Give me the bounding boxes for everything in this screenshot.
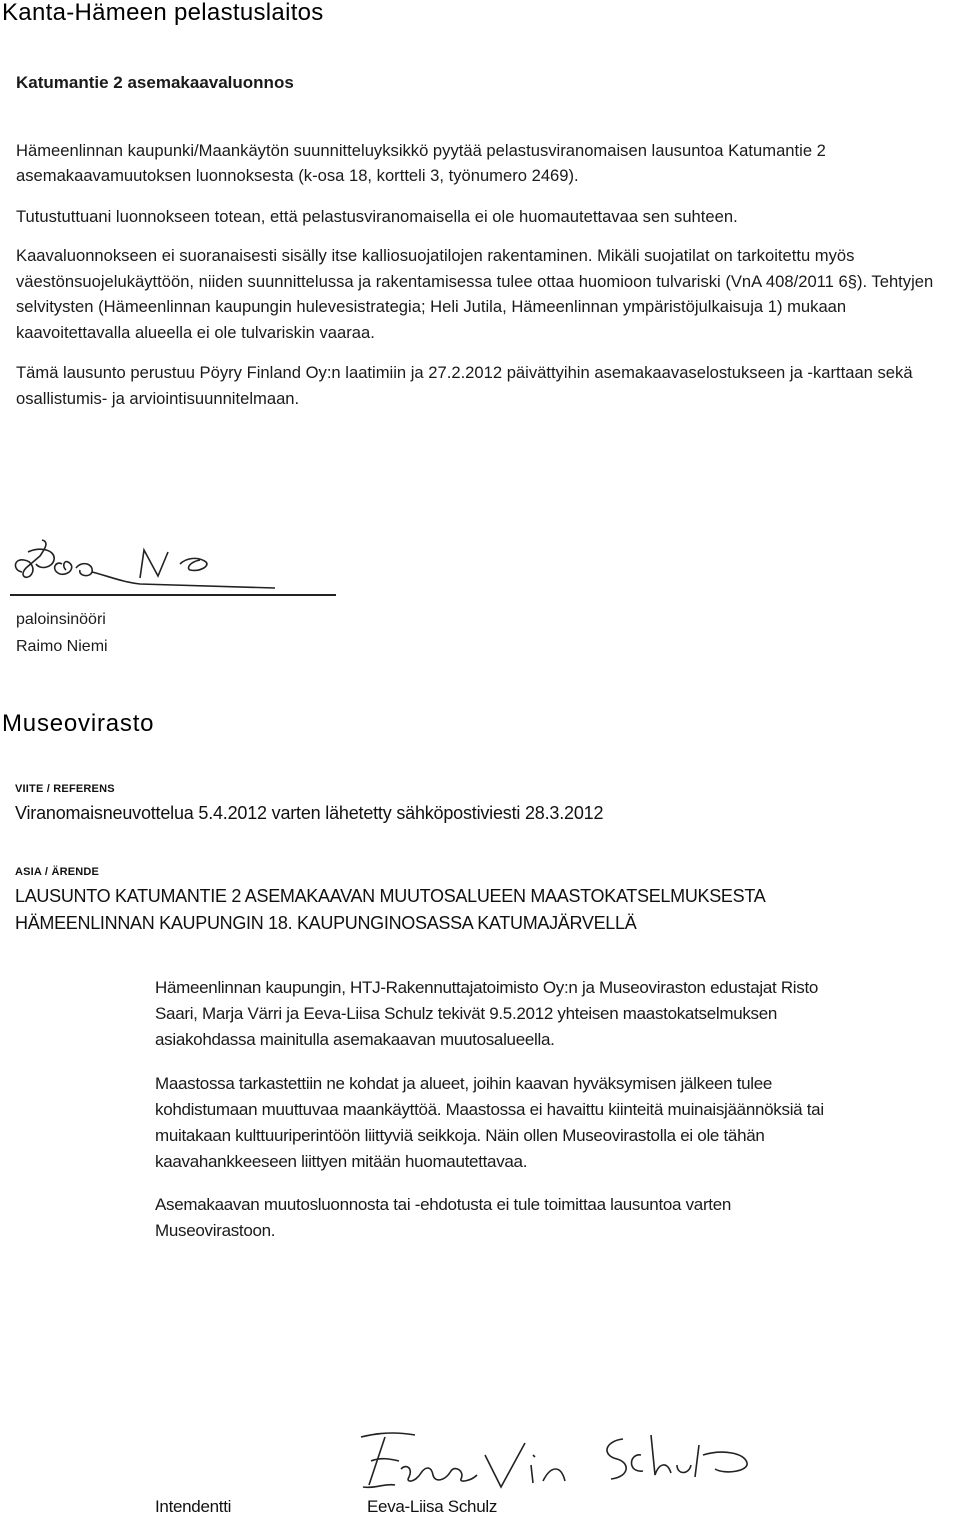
handwritten-signature-1 bbox=[10, 530, 300, 594]
subject-label: ASIA / ÄRENDE bbox=[15, 866, 100, 878]
section-title-pelastuslaitos: Kanta-Hämeen pelastuslaitos bbox=[2, 0, 324, 26]
scanned-letter-pelastuslaitos bbox=[16, 70, 951, 411]
reference-value: Viranomaisneuvottelua 5.4.2012 varten lähetetty sähköpostiviesti 28.3.2012 bbox=[15, 803, 604, 823]
signer-title: Intendentti bbox=[155, 1497, 232, 1516]
letter-paragraph: Asemakaavan muutosluonnosta tai -ehdotusta ei tule toimittaa lausuntoa varten Museovirastoon. bbox=[155, 1195, 732, 1240]
signature-line bbox=[10, 594, 336, 596]
subject-line: HÄMEENLINNAN KAUPUNGIN 18. KAUPUNGINOSASSA KATUMAJÄRVELLÄ bbox=[15, 913, 637, 933]
letter-paragraph: Hämeenlinnan kaupungin, HTJ-Rakennuttajatoimisto Oy:n ja Museoviraston edustajat Risto Saari, Marja Värri ja Eeva-Liisa Schulz tekivät 9.5.2012 yhteisen maastokatselmuksen asiakohdassa mainitulla asemakaavan muutosalueella. bbox=[155, 978, 819, 1049]
letter-paragraph: Hämeenlinnan kaupunki/Maankäytön suunnitteluyksikkö pyytää pelastusviranomaisen lausuntoa Katumantie 2 asemakaavamuutoksen luonnoksesta (k-osa 18, kortteli 3, työnumero 2469). bbox=[16, 140, 826, 185]
scanned-letter-museovirasto bbox=[155, 975, 855, 1244]
letter-paragraph: Maastossa tarkastettiin ne kohdat ja alueet, joihin kaavan hyväksymisen jälkeen tulee kohdistumaan muuttuvaa maankäyttöä. Maastossa ei havaittu kiinteitä muinaisjäännöksiä tai muitakaan kulttuuriperintöön liittyviä seikkoja. Näin ollen Museovirastolla ei ole tähän kaavahankkeeseen liittyen mitään huomautettavaa. bbox=[155, 1074, 824, 1171]
subject-line: LAUSUNTO KATUMANTIE 2 ASEMAKAAVAN MUUTOSALUEEN MAASTOKATSELMUKSESTA bbox=[15, 886, 766, 906]
letter-paragraph: Tämä lausunto perustuu Pöyry Finland Oy:n laatimiin ja 27.2.2012 päivättyihin asemakaavaselostukseen ja -karttaan sekä osallistumis- ja arviointisuunnitelmaan. bbox=[16, 363, 913, 408]
reference-label: VIITE / REFERENS bbox=[15, 783, 115, 795]
signer-name: Eeva-Liisa Schulz bbox=[367, 1497, 498, 1516]
letter-heading: Katumantie 2 asemakaavaluonnos bbox=[16, 73, 294, 92]
letter-paragraph: Tutustuttuani luonnokseen totean, että pelastusviranomaisella ei ole huomautettavaa sen suhteen. bbox=[16, 206, 738, 226]
signer-role: paloinsinööri bbox=[16, 611, 106, 628]
subject-value bbox=[15, 883, 765, 937]
signer-name: Raimo Niemi bbox=[16, 638, 108, 655]
handwritten-signature-2 bbox=[355, 1425, 775, 1505]
letter-paragraph: Kaavaluonnokseen ei suoranaisesti sisälly itse kalliosuojatilojen rakentaminen. Mikäli suojatilat on tarkoitettu myös väestönsuojelukäyttöön, niiden suunnittelussa ja rakentamisessa tulee ottaa huomioon tulvariski (VnA 408/2011 6§). Tehtyjen selvitysten (Hämeenlinnan kaupungin hulevesistrategia; Heli Jutila, Hämeenlinnan ympäristöjulkaisuja 1) mukaan kaavoitettavalla alueella ei ole tulvariskin vaaraa. bbox=[16, 246, 934, 342]
section-title-museovirasto: Museovirasto bbox=[2, 710, 155, 737]
